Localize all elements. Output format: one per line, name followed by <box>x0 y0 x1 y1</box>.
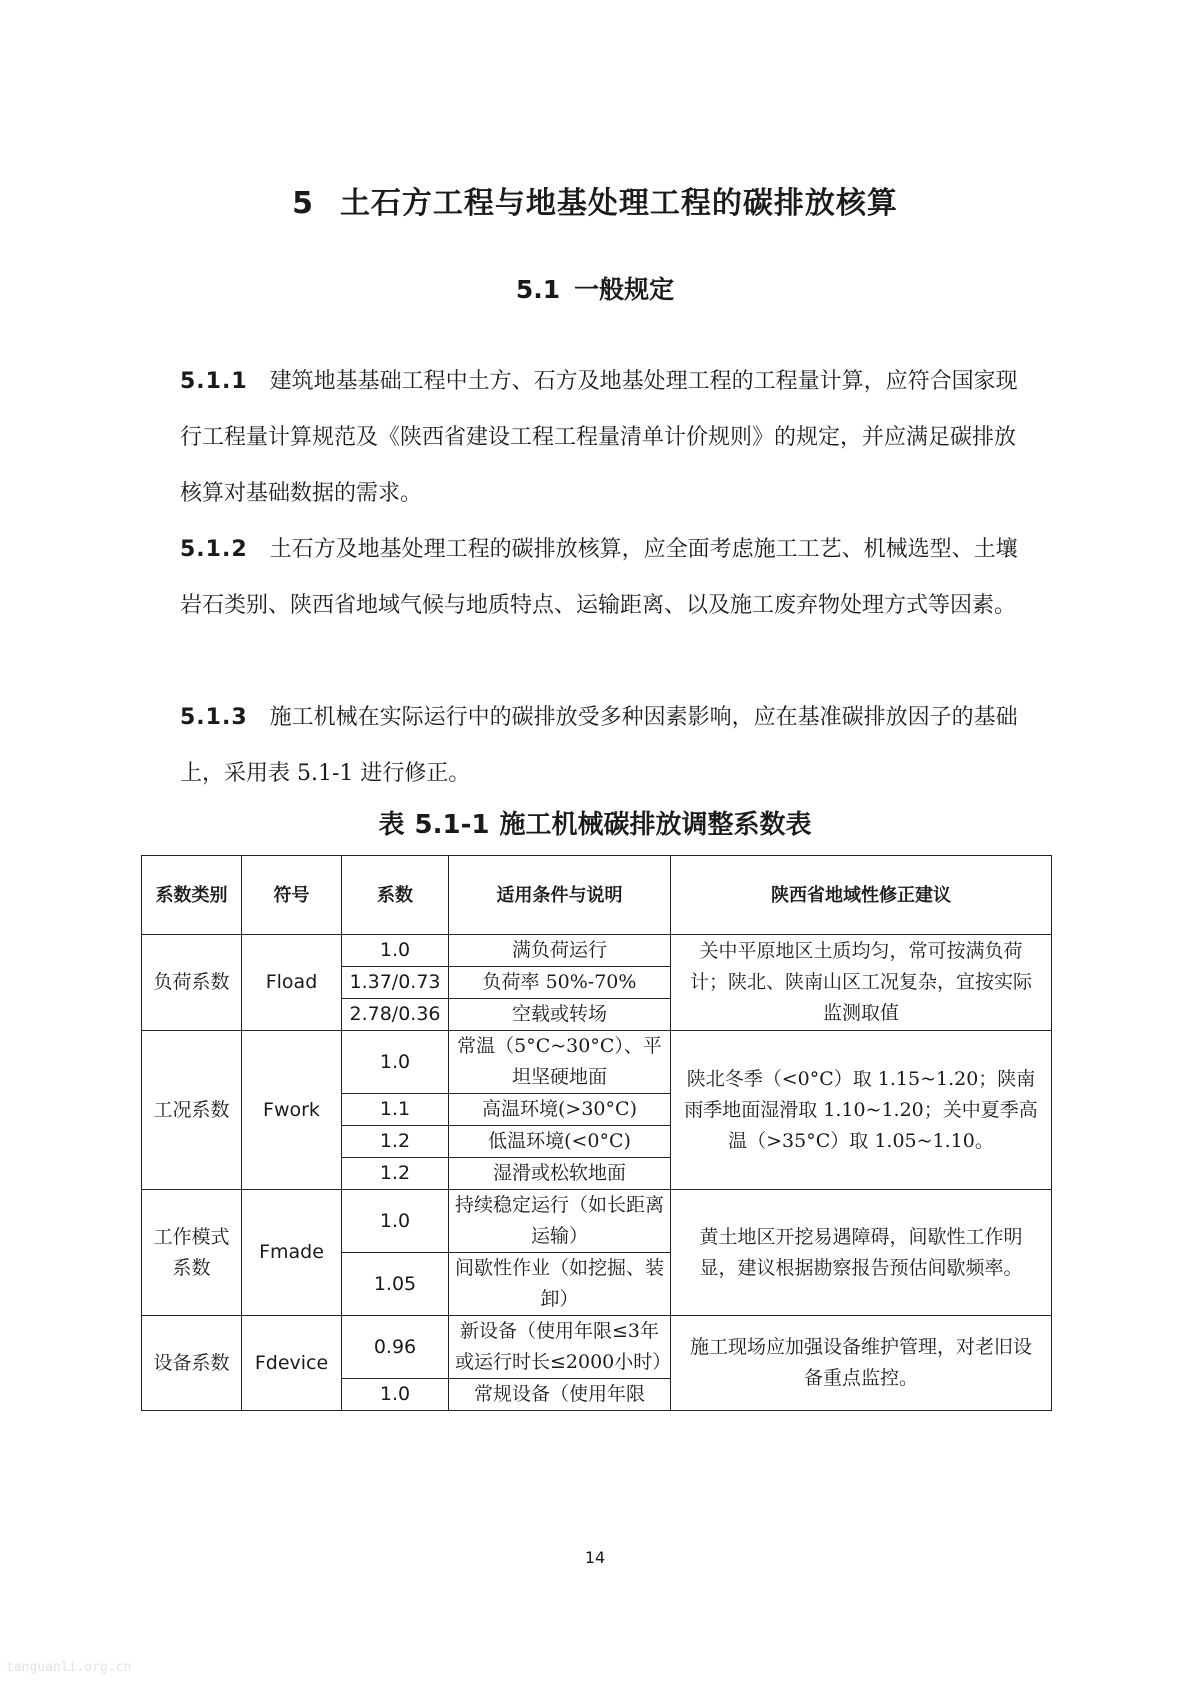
coefficient-cell: 1.0 <box>342 1031 449 1094</box>
clause-text: 建筑地基基础工程中土方、石方及地基处理工程的工程量计算，应符合国家现行工程量计算规范及《陕西省建设工程工程量清单计价规则》的规定，并应满足碳排放核算对基础数据的需求。 <box>180 369 1018 506</box>
coefficient-table <box>141 855 1052 1411</box>
header-coefficient: 系数 <box>342 856 449 935</box>
table-row <box>142 1190 1052 1253</box>
coefficient-cell: 1.2 <box>342 1158 449 1190</box>
condition-cell: 湿滑或松软地面 <box>449 1158 671 1190</box>
symbol-cell: Fmade <box>242 1190 342 1316</box>
condition-cell: 常温（5°C~30°C）、平坦坚硬地面 <box>449 1031 671 1094</box>
condition-cell: 新设备（使用年限≤3年或运行时长≤2000小时） <box>449 1316 671 1379</box>
clause-text: 施工机械在实际运行中的碳排放受多种因素影响，应在基准碳排放因子的基础上，采用表 5.1-1 进行修正。 <box>180 705 1018 786</box>
table-caption <box>0 804 1190 841</box>
condition-cell: 低温环境(<0°C) <box>449 1126 671 1158</box>
header-advice: 陕西省地域性修正建议 <box>671 856 1052 935</box>
advice-cell: 关中平原地区土质均匀，常可按满负荷计；陕北、陕南山区工况复杂，宜按实际监测取值 <box>671 935 1052 1031</box>
category-cell: 工况系数 <box>142 1031 242 1190</box>
advice-cell: 施工现场应加强设备维护管理，对老旧设备重点监控。 <box>671 1316 1052 1411</box>
clause-5-1-1 <box>180 354 1020 522</box>
category-cell: 负荷系数 <box>142 935 242 1031</box>
coefficient-cell: 1.0 <box>342 935 449 967</box>
category-cell: 工作模式系数 <box>142 1190 242 1316</box>
clause-5-1-2 <box>180 522 1020 634</box>
page-number: 14 <box>584 1548 606 1567</box>
chapter-title <box>0 178 1190 222</box>
symbol-cell: Fwork <box>242 1031 342 1190</box>
header-category: 系数类别 <box>142 856 242 935</box>
coefficient-cell: 1.0 <box>342 1379 449 1411</box>
table-row <box>142 1031 1052 1094</box>
condition-cell: 满负荷运行 <box>449 935 671 967</box>
condition-cell: 负荷率 50%-70% <box>449 967 671 999</box>
chapter-number: 5 <box>292 186 314 221</box>
watermark: tanguanli.org.cn <box>6 1660 132 1675</box>
table-caption-number: 5.1-1 <box>414 810 490 840</box>
coefficient-cell: 1.0 <box>342 1190 449 1253</box>
table-row <box>142 1316 1052 1379</box>
condition-cell: 间歇性作业（如挖掘、装卸） <box>449 1253 671 1316</box>
category-cell: 设备系数 <box>142 1316 242 1411</box>
coefficient-cell: 1.05 <box>342 1253 449 1316</box>
coefficient-cell: 1.1 <box>342 1094 449 1126</box>
section-number: 5.1 <box>515 275 561 304</box>
coefficient-cell: 2.78/0.36 <box>342 999 449 1031</box>
coefficient-cell: 1.37/0.73 <box>342 967 449 999</box>
table-row <box>142 935 1052 967</box>
section-title-text: 一般规定 <box>574 275 675 304</box>
chapter-title-text: 土石方工程与地基处理工程的碳排放核算 <box>339 186 898 221</box>
advice-cell: 黄土地区开挖易遇障碍，间歇性工作明显，建议根据勘察报告预估间歇频率。 <box>671 1190 1052 1316</box>
coefficient-cell: 1.2 <box>342 1126 449 1158</box>
header-condition: 适用条件与说明 <box>449 856 671 935</box>
symbol-cell: Fload <box>242 935 342 1031</box>
clause-number: 5.1.1 <box>180 369 248 394</box>
section-title <box>0 270 1190 306</box>
table-caption-prefix: 表 <box>378 810 405 840</box>
clause-5-1-3 <box>180 690 1020 802</box>
header-symbol: 符号 <box>242 856 342 935</box>
condition-cell: 常规设备（使用年限 <box>449 1379 671 1411</box>
advice-cell: 陕北冬季（<0°C）取 1.15~1.20；陕南雨季地面湿滑取 1.10~1.20；关中夏季高温（>35°C）取 1.05~1.10。 <box>671 1031 1052 1190</box>
clause-text: 土石方及地基处理工程的碳排放核算，应全面考虑施工工艺、机械选型、土壤岩石类别、陕西省地域气候与地质特点、运输距离、以及施工废弃物处理方式等因素。 <box>180 537 1018 618</box>
condition-cell: 持续稳定运行（如长距离运输） <box>449 1190 671 1253</box>
table-caption-title: 施工机械碳排放调整系数表 <box>499 810 812 840</box>
condition-cell: 空载或转场 <box>449 999 671 1031</box>
coefficient-cell: 0.96 <box>342 1316 449 1379</box>
clause-number: 5.1.2 <box>180 537 248 562</box>
clause-number: 5.1.3 <box>180 705 248 730</box>
table-header-row <box>142 856 1052 935</box>
symbol-cell: Fdevice <box>242 1316 342 1411</box>
condition-cell: 高温环境(>30°C) <box>449 1094 671 1126</box>
